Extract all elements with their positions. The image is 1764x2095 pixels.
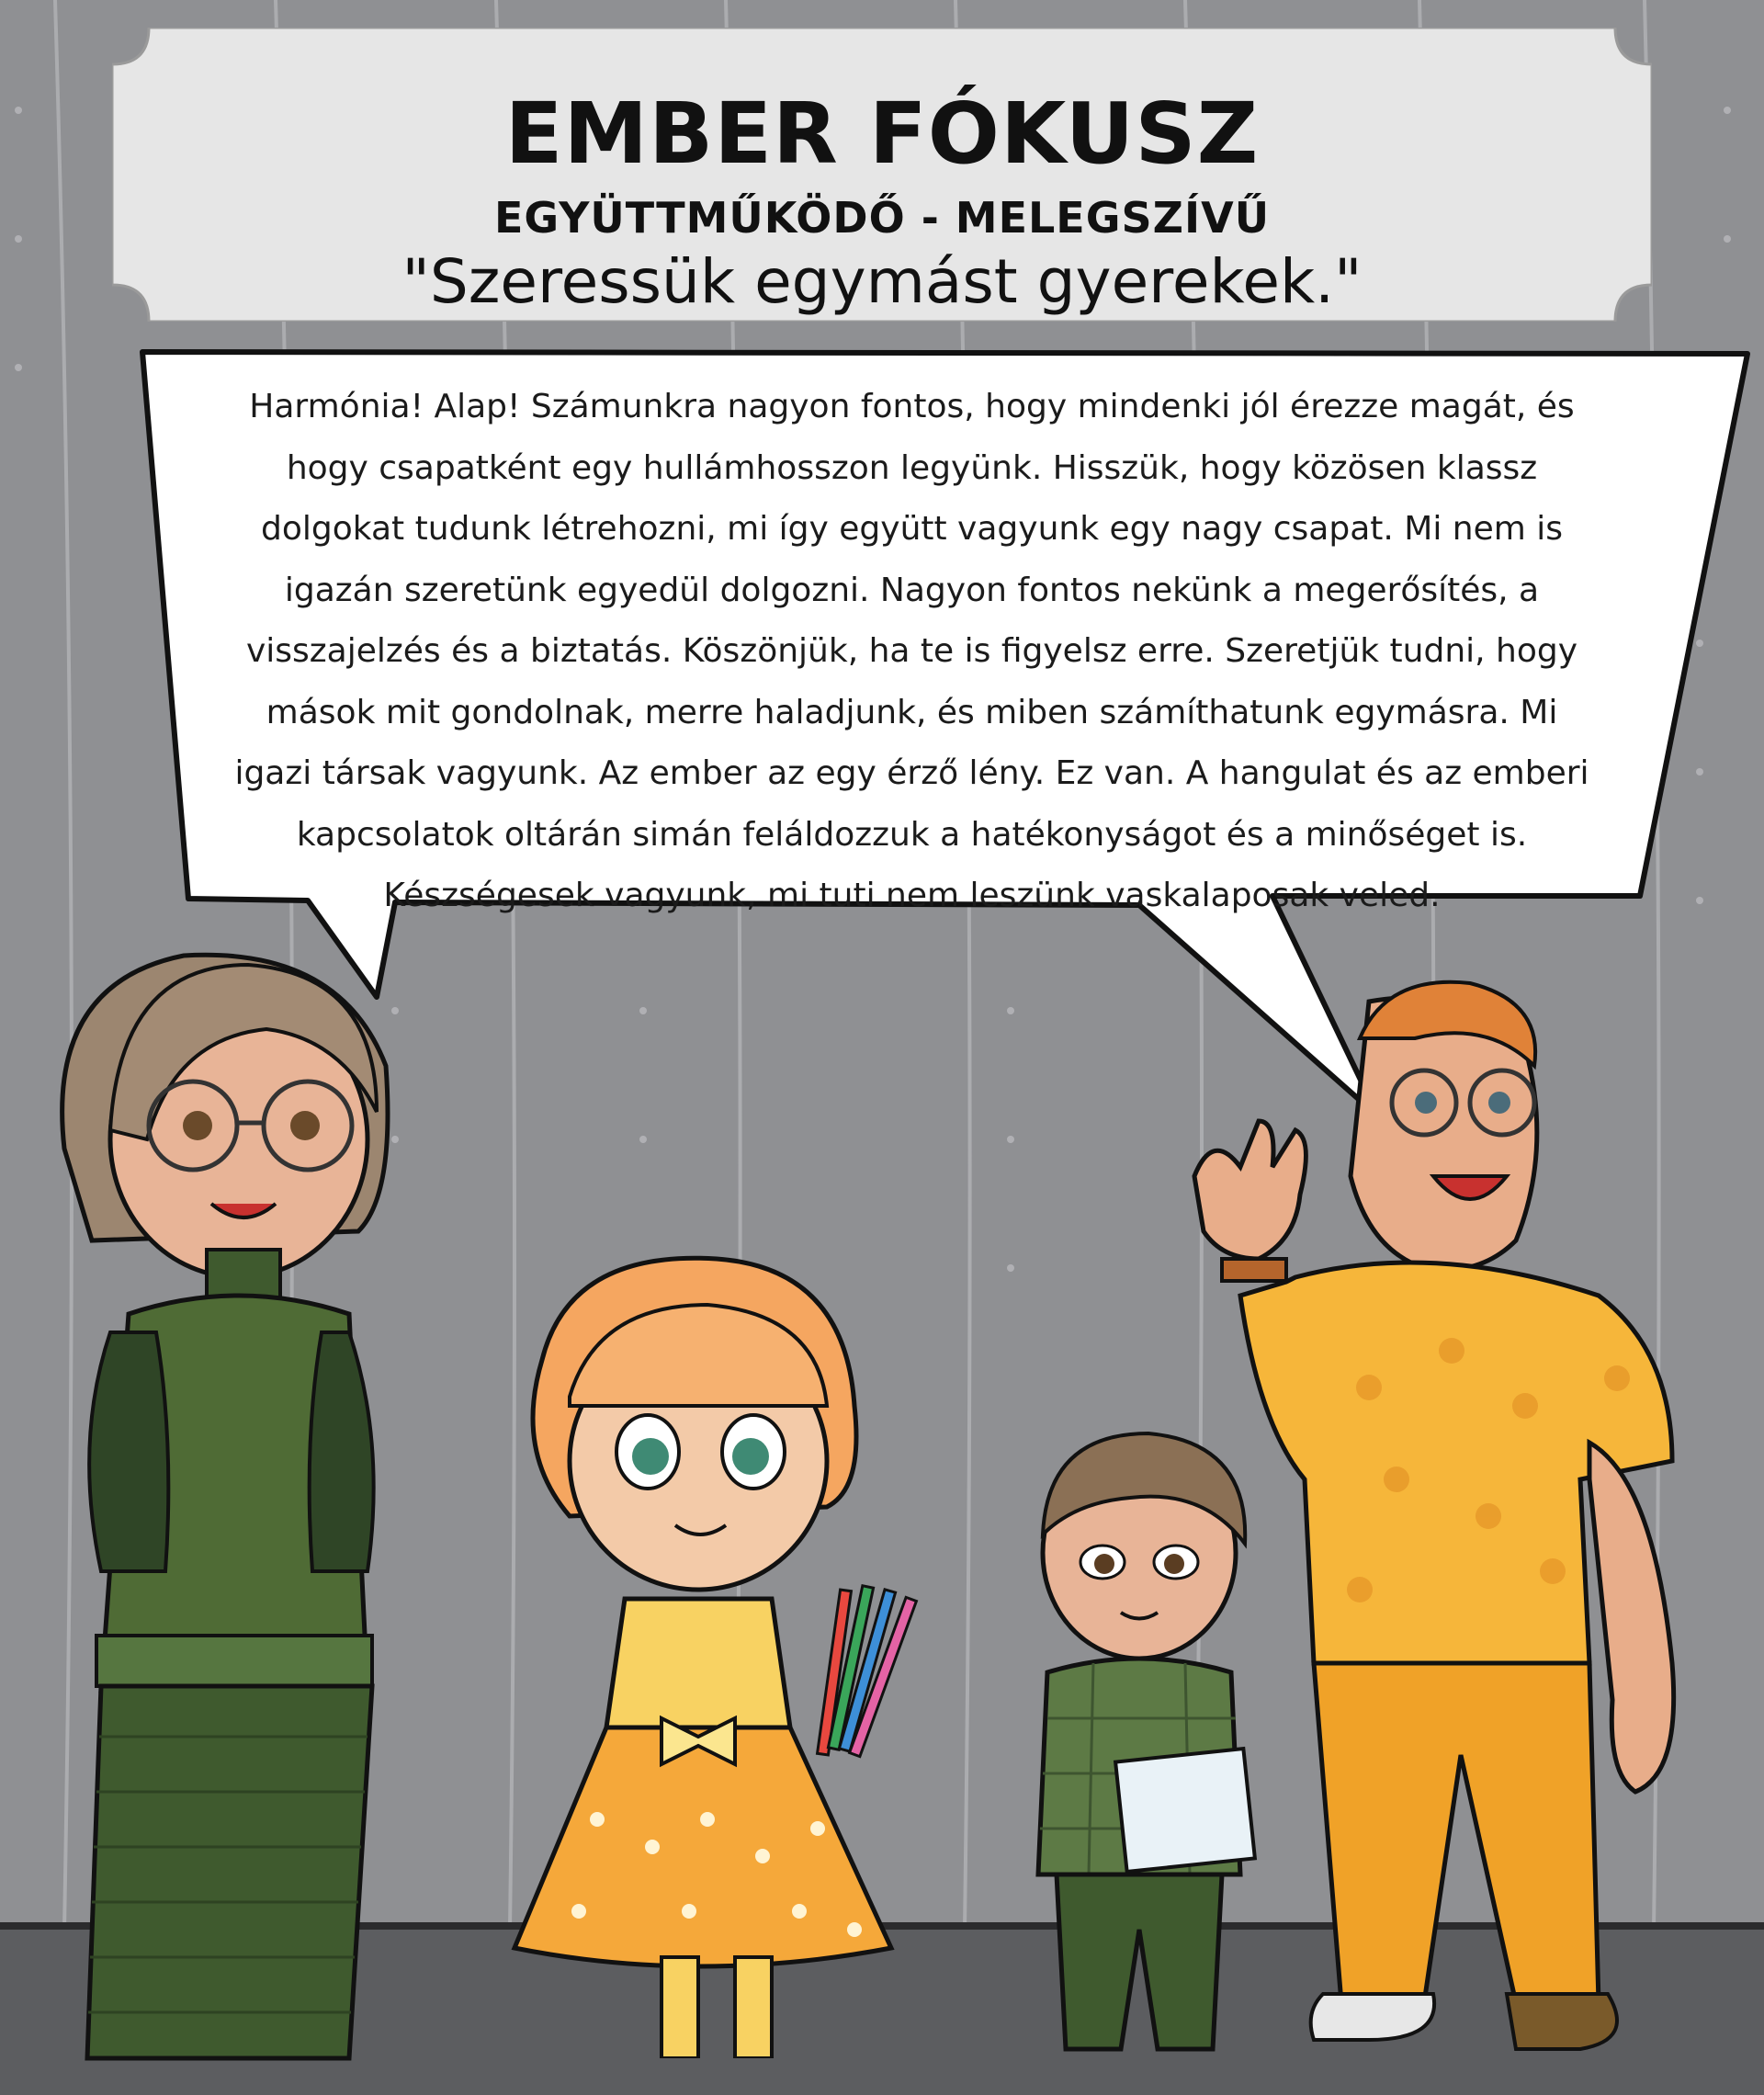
bubble-line: Készségesek vagyunk, mi tuti nem leszünk vaskalaposak veled.: [383, 877, 1441, 914]
bubble-line: igazán szeretünk egyedül dolgozni. Nagyon fontos nekünk a megerősítés, a: [284, 571, 1540, 609]
page-quote: "Szeressük egymást gyerekek.": [401, 246, 1363, 317]
bubble-line: igazi társak vagyunk. Az ember az egy érző lény. Ez van. A hangulat és az emberi: [234, 754, 1589, 792]
woman-glasses-figure: [37, 928, 423, 2067]
bubble-line: hogy csapatként egy hullámhosszon legyünk. Hisszük, hogy közösen klassz: [286, 448, 1538, 487]
man-hawaiian-shirt-figure: [1158, 965, 1709, 2067]
girl-yellow-dress-figure: [459, 1250, 937, 2058]
bubble-line: Harmónia! Alap! Számunkra nagyon fontos, hogy mindenki jól érezze magát, és: [249, 388, 1575, 425]
speech-bubble-text: [188, 377, 1635, 927]
bubble-line: visszajelzés és a biztatás. Köszönjük, ha te is figyelsz erre. Szeretjük tudni, hogy: [245, 632, 1578, 670]
page-subtitle: EGYÜTTMŰKÖDŐ - MELEGSZÍVŰ: [493, 193, 1271, 243]
page-title: EMBER FÓKUSZ: [504, 85, 1260, 183]
bubble-line: kapcsolatok oltárán simán feláldozzuk a hatékonyságot és a minőséget is.: [296, 815, 1528, 854]
bubble-line: mások mit gondolnak, merre haladjunk, és miben számíthatunk egymásra. Mi: [266, 693, 1558, 731]
bubble-line: dolgokat tudunk létrehozni, mi így együtt vagyunk egy nagy csapat. Mi nem is: [260, 510, 1563, 548]
